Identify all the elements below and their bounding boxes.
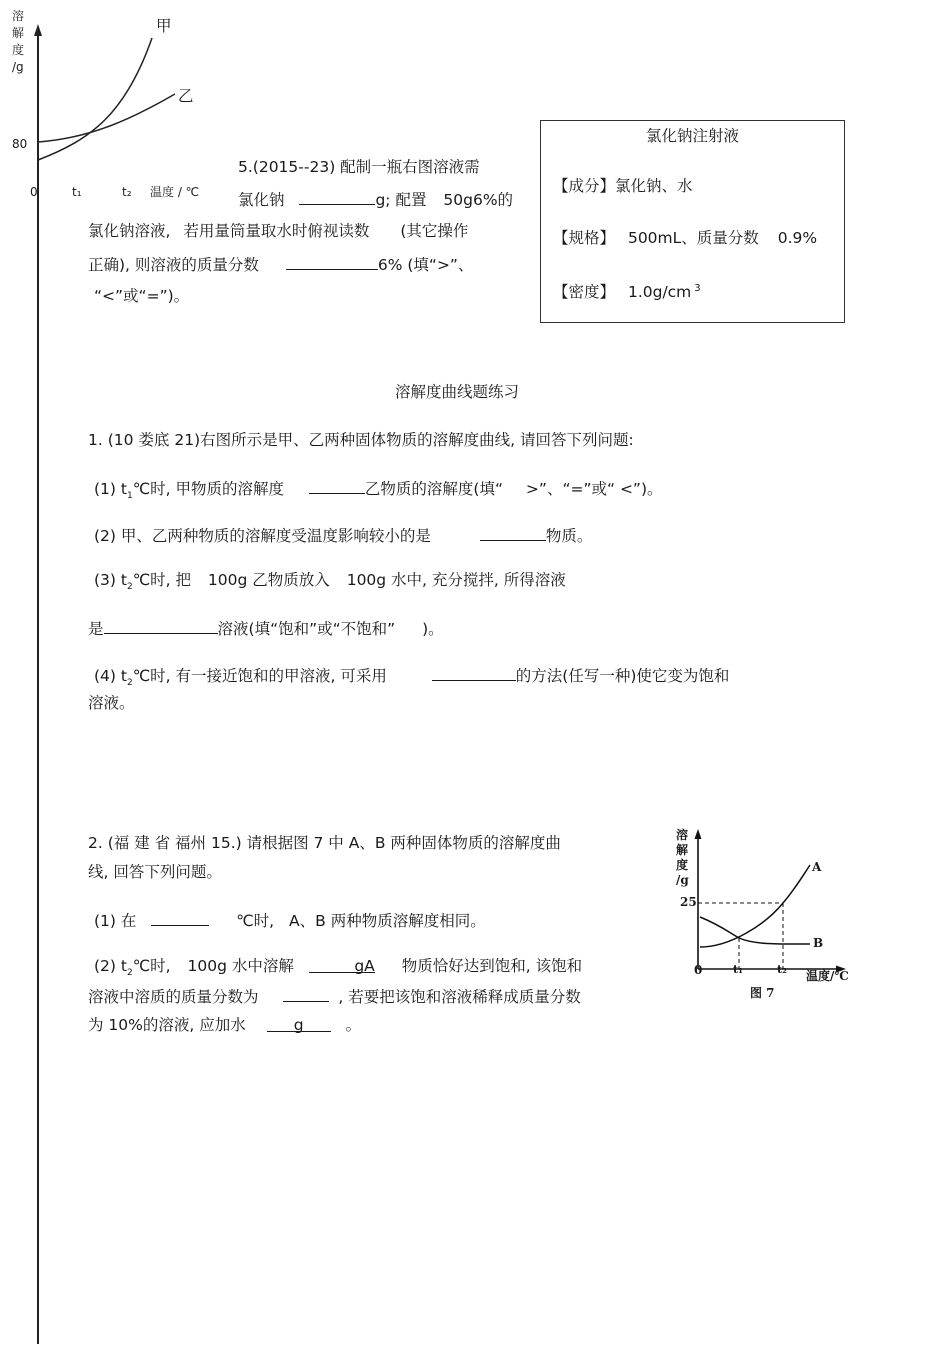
q2-part2-cont-2 xyxy=(88,1015,361,1035)
label-box-row-spec xyxy=(553,228,817,248)
q1-text: (2) 甲、乙两种物质的溶解度受温度影响较小的是 xyxy=(94,527,431,545)
q2-part1 xyxy=(94,909,486,931)
fig7-y-label-char: 溶 xyxy=(676,828,689,842)
q5-text: 氯化钠溶液, xyxy=(88,222,171,240)
curve-yi-label: 乙 xyxy=(178,87,194,105)
fig7-y-label-char: /g xyxy=(676,873,689,887)
q2-text: , 若要把该饱和溶液稀释成质量分数 xyxy=(338,988,581,1006)
q1-part3-cont xyxy=(88,617,444,639)
q1-part2 xyxy=(94,524,592,546)
q1-subscript: 1 xyxy=(126,491,133,502)
q1-stem: 1. (10 娄底 21)右图所示是甲、乙两种固体物质的溶解度曲线, 请回答下列问题: xyxy=(88,431,634,449)
q2-stem-1: 2. (福 建 省 福州 15.) 请根据图 7 中 A、B 两种固体物质的溶解度曲 xyxy=(88,834,561,852)
q1-text: 物质。 xyxy=(545,527,593,545)
q2-blank-2[interactable]: gA xyxy=(309,956,375,973)
q5-line2 xyxy=(238,188,513,210)
q1-part1 xyxy=(94,477,663,506)
label-box-superscript: 3 xyxy=(694,283,701,294)
fig7-t2: t₂ xyxy=(777,963,787,976)
q1-blank-3[interactable] xyxy=(104,617,218,634)
q1-blank-1[interactable] xyxy=(309,477,365,494)
label-box-value: 1.0g/cm xyxy=(627,283,692,302)
q2-text: (1) 在 xyxy=(94,912,137,930)
fig7-curve-a-label: A xyxy=(812,860,822,874)
q2-blank-3[interactable] xyxy=(283,985,329,1002)
q5-line3 xyxy=(88,221,468,241)
q1-text: 溶液(填“饱和”或“不饱和” xyxy=(217,620,396,638)
q2-text: 100g 水中溶解 xyxy=(187,957,294,975)
q2-part2 xyxy=(94,956,582,983)
q2-text: ℃时, xyxy=(132,957,171,975)
label-box-key: 【成分】 xyxy=(553,177,616,195)
fig7-t1: t₁ xyxy=(733,963,743,976)
q5-text: 50g6%的 xyxy=(443,191,514,209)
label-box-value: 500mL、质量分数 xyxy=(627,229,759,247)
q1-text: (3) t xyxy=(94,571,127,589)
q2-part2-cont xyxy=(88,985,581,1007)
y-label-char: 溶 xyxy=(12,9,25,23)
label-box-row-density xyxy=(553,279,701,302)
fig7-y-arrow xyxy=(695,829,702,839)
q5-blank-nacl[interactable] xyxy=(299,188,375,205)
q1-blank-2[interactable] xyxy=(480,524,546,541)
q1-text: 100g 乙物质放入 xyxy=(207,571,330,589)
fig7-y-label xyxy=(676,828,689,888)
q1-part4-cont: 溶液。 xyxy=(88,694,135,712)
label-box-title: 氯化钠注射液 xyxy=(645,127,739,145)
q5-text: 若用量筒量取水时俯视读数 xyxy=(183,222,370,240)
q5-text: (其它操作 xyxy=(400,222,469,240)
q1-text: ℃时, 有一接近饱和的甲溶液, 可采用 xyxy=(132,667,387,685)
y-label-char: /g xyxy=(12,60,24,74)
q1-text: 100g 水中, 充分搅拌, 所得溶液 xyxy=(346,571,566,589)
y-label-char: 解 xyxy=(12,26,25,40)
injection-label-box xyxy=(540,120,845,323)
q5-text: 正确), 则溶液的质量分数 xyxy=(88,256,259,274)
top-graph-t1: t₁ xyxy=(72,185,82,199)
label-box-key: 【密度】 xyxy=(553,283,616,302)
top-graph-y-tick: 80 xyxy=(12,137,28,151)
q5-text: g; 配置 xyxy=(375,191,427,209)
q2-blank-1[interactable] xyxy=(151,909,209,926)
q1-blank-4[interactable] xyxy=(432,664,516,681)
q1-text: ℃时, 把 xyxy=(132,571,191,589)
q2-text: 为 10%的溶液, 应加水 xyxy=(88,1016,246,1034)
top-graph-y-label xyxy=(12,8,24,76)
q2-text: 溶液中溶质的质量分数为 xyxy=(88,988,259,1006)
label-box-row-ingredients xyxy=(553,176,693,196)
label-box-value: 0.9% xyxy=(777,229,818,247)
q1-text: 乙物质的溶解度(填“ xyxy=(364,480,503,498)
y-label-char: 度 xyxy=(12,43,25,57)
q5-line5: “<”或“=”)。 xyxy=(94,287,190,305)
fig7-curve-a xyxy=(700,865,810,947)
q1-text: ℃时, 甲物质的溶解度 xyxy=(132,480,284,498)
label-box-key: 【规格】 xyxy=(553,229,616,247)
fig7-curve-b xyxy=(700,917,810,944)
fig7-y-tick: 25 xyxy=(680,895,697,909)
q1-text: (1) t xyxy=(94,480,127,498)
q1-subscript: 2 xyxy=(126,678,133,689)
top-graph-origin: 0 xyxy=(30,185,38,199)
top-graph-x-label: 温度 / ℃ xyxy=(150,185,200,199)
q2-text: 物质恰好达到饱和, 该饱和 xyxy=(401,957,583,975)
fig7-y-label-char: 解 xyxy=(676,843,689,857)
q1-subscript: 2 xyxy=(126,582,133,593)
q1-part4 xyxy=(94,664,729,693)
q2-blank-4[interactable]: g xyxy=(267,1015,331,1032)
curve-jia-label: 甲 xyxy=(156,17,172,35)
curve-jia xyxy=(38,38,152,160)
q1-text: 的方法(任写一种)使它变为饱和 xyxy=(515,667,730,685)
fig7-curve-b-label: B xyxy=(813,936,824,950)
section-title: 溶解度曲线题练习 xyxy=(395,383,520,401)
q2-text: A、B 两种物质溶解度相同。 xyxy=(289,912,486,930)
q2-text: ℃时, xyxy=(236,912,275,930)
fig7-x-label: 温度/℃ xyxy=(806,969,849,983)
label-box-value: 氯化钠、水 xyxy=(615,177,693,195)
q1-text: (4) t xyxy=(94,667,127,685)
fig7-caption: 图 7 xyxy=(750,986,775,1000)
q5-line4 xyxy=(88,253,473,275)
top-graph-y-arrow xyxy=(34,24,42,36)
top-graph-t2: t₂ xyxy=(122,185,132,199)
fig7-y-label-char: 度 xyxy=(676,858,689,872)
q1-text: )。 xyxy=(422,620,444,638)
q2-stem-2: 线, 回答下列问题。 xyxy=(88,863,222,881)
q1-part3 xyxy=(94,570,566,597)
q5-text: 6% (填“>”、 xyxy=(377,256,474,274)
q2-text: (2) t xyxy=(94,957,127,975)
q2-text: 。 xyxy=(345,1016,362,1034)
q2-subscript: 2 xyxy=(126,968,133,979)
q1-text: 是 xyxy=(88,620,104,638)
q5-blank-fraction[interactable] xyxy=(286,253,378,270)
q5-text: 氯化钠 xyxy=(238,191,285,209)
q5-line1: 5.(2015--23) 配制一瓶右图溶液需 xyxy=(238,158,480,176)
fig7-origin: 0 xyxy=(694,963,703,977)
q1-text: >”、“=”或“ <”)。 xyxy=(525,480,663,498)
